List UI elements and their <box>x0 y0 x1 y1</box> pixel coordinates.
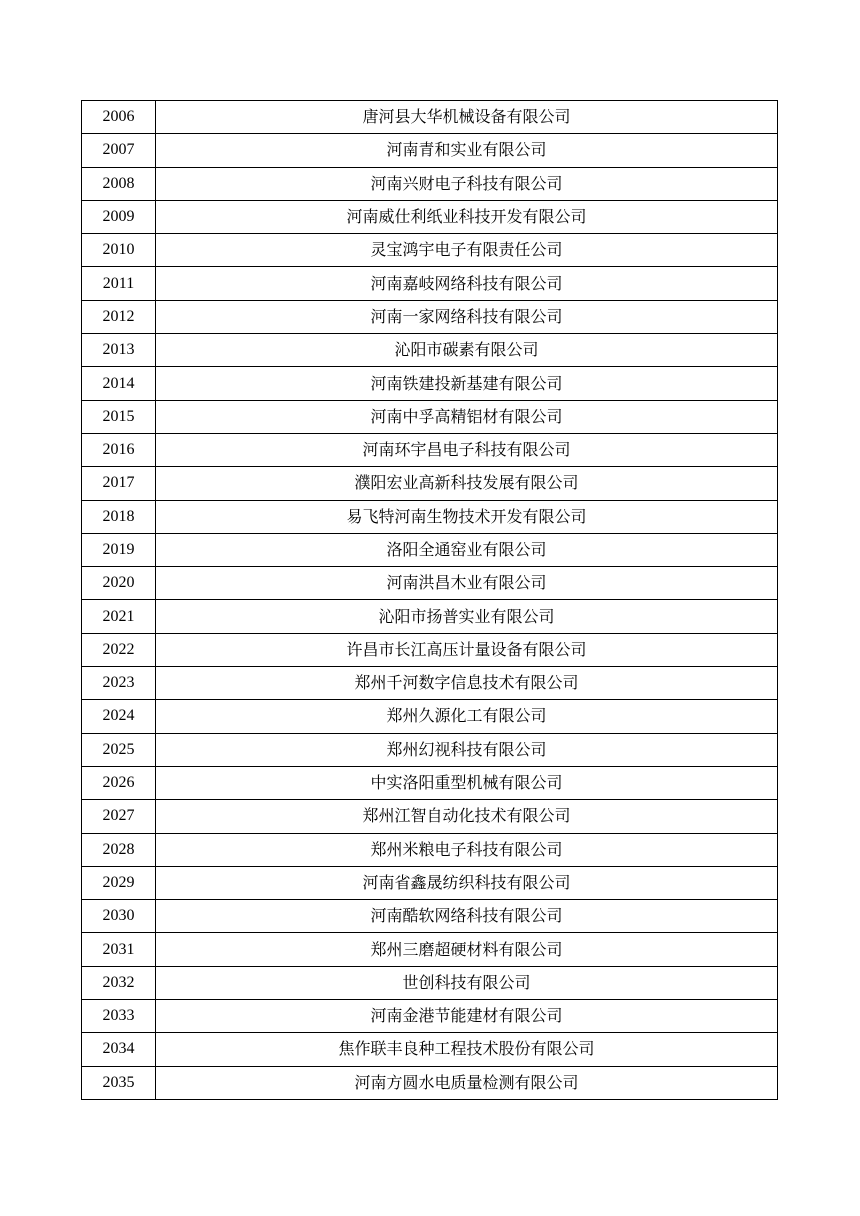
row-number-cell: 2006 <box>82 101 156 134</box>
company-name-cell: 河南酷软网络科技有限公司 <box>156 900 778 933</box>
row-number-cell: 2031 <box>82 933 156 966</box>
company-name-cell: 濮阳宏业高新科技发展有限公司 <box>156 467 778 500</box>
row-number-cell: 2020 <box>82 567 156 600</box>
company-name-cell: 河南洪昌木业有限公司 <box>156 567 778 600</box>
table-row <box>82 733 778 766</box>
row-number-cell: 2029 <box>82 866 156 899</box>
table-row <box>82 234 778 267</box>
company-name-cell: 沁阳市扬普实业有限公司 <box>156 600 778 633</box>
company-name-cell: 灵宝鸿宇电子有限责任公司 <box>156 234 778 267</box>
row-number-cell: 2022 <box>82 633 156 666</box>
company-name-cell: 河南一家网络科技有限公司 <box>156 300 778 333</box>
row-number-cell: 2008 <box>82 167 156 200</box>
company-name-cell: 郑州三磨超硬材料有限公司 <box>156 933 778 966</box>
row-number-cell: 2028 <box>82 833 156 866</box>
company-name-cell: 郑州久源化工有限公司 <box>156 700 778 733</box>
company-name-cell: 河南嘉岐网络科技有限公司 <box>156 267 778 300</box>
table-row <box>82 367 778 400</box>
table-row <box>82 167 778 200</box>
company-name-cell: 郑州江智自动化技术有限公司 <box>156 800 778 833</box>
row-number-cell: 2034 <box>82 1033 156 1066</box>
company-name-cell: 河南环宇昌电子科技有限公司 <box>156 433 778 466</box>
table-row <box>82 101 778 134</box>
company-name-cell: 洛阳全通窑业有限公司 <box>156 533 778 566</box>
row-number-cell: 2021 <box>82 600 156 633</box>
row-number-cell: 2035 <box>82 1066 156 1099</box>
company-name-cell: 河南青和实业有限公司 <box>156 134 778 167</box>
company-name-cell: 许昌市长江高压计量设备有限公司 <box>156 633 778 666</box>
table-row <box>82 866 778 899</box>
row-number-cell: 2017 <box>82 467 156 500</box>
company-name-cell: 河南中孚高精铝材有限公司 <box>156 400 778 433</box>
row-number-cell: 2018 <box>82 500 156 533</box>
table-row <box>82 1066 778 1099</box>
table-row <box>82 700 778 733</box>
row-number-cell: 2024 <box>82 700 156 733</box>
table-row <box>82 766 778 799</box>
table-row <box>82 134 778 167</box>
row-number-cell: 2027 <box>82 800 156 833</box>
row-number-cell: 2026 <box>82 766 156 799</box>
company-list-table <box>81 100 778 1100</box>
row-number-cell: 2023 <box>82 667 156 700</box>
row-number-cell: 2014 <box>82 367 156 400</box>
table-row <box>82 900 778 933</box>
row-number-cell: 2010 <box>82 234 156 267</box>
table-row <box>82 933 778 966</box>
table-row <box>82 600 778 633</box>
table-row <box>82 833 778 866</box>
table-row <box>82 500 778 533</box>
row-number-cell: 2016 <box>82 433 156 466</box>
table-row <box>82 667 778 700</box>
table-row <box>82 800 778 833</box>
row-number-cell: 2007 <box>82 134 156 167</box>
row-number-cell: 2011 <box>82 267 156 300</box>
table-row <box>82 533 778 566</box>
company-name-cell: 焦作联丰良种工程技术股份有限公司 <box>156 1033 778 1066</box>
company-list-body <box>82 101 778 1100</box>
table-row <box>82 433 778 466</box>
company-name-cell: 河南铁建投新基建有限公司 <box>156 367 778 400</box>
company-name-cell: 河南兴财电子科技有限公司 <box>156 167 778 200</box>
table-row <box>82 567 778 600</box>
row-number-cell: 2033 <box>82 1000 156 1033</box>
company-name-cell: 易飞特河南生物技术开发有限公司 <box>156 500 778 533</box>
company-name-cell: 唐河县大华机械设备有限公司 <box>156 101 778 134</box>
row-number-cell: 2030 <box>82 900 156 933</box>
table-row <box>82 633 778 666</box>
row-number-cell: 2015 <box>82 400 156 433</box>
table-row <box>82 300 778 333</box>
table-row <box>82 400 778 433</box>
row-number-cell: 2009 <box>82 200 156 233</box>
row-number-cell: 2012 <box>82 300 156 333</box>
table-row <box>82 267 778 300</box>
company-name-cell: 沁阳市碳素有限公司 <box>156 334 778 367</box>
company-name-cell: 郑州幻视科技有限公司 <box>156 733 778 766</box>
table-row <box>82 467 778 500</box>
company-name-cell: 世创科技有限公司 <box>156 966 778 999</box>
company-name-cell: 河南方圆水电质量检测有限公司 <box>156 1066 778 1099</box>
table-row <box>82 1033 778 1066</box>
company-name-cell: 河南金港节能建材有限公司 <box>156 1000 778 1033</box>
row-number-cell: 2032 <box>82 966 156 999</box>
row-number-cell: 2019 <box>82 533 156 566</box>
row-number-cell: 2013 <box>82 334 156 367</box>
table-row <box>82 200 778 233</box>
company-name-cell: 河南威仕利纸业科技开发有限公司 <box>156 200 778 233</box>
company-name-cell: 河南省鑫晟纺织科技有限公司 <box>156 866 778 899</box>
company-name-cell: 郑州千河数字信息技术有限公司 <box>156 667 778 700</box>
company-name-cell: 中实洛阳重型机械有限公司 <box>156 766 778 799</box>
table-row <box>82 966 778 999</box>
table-row <box>82 334 778 367</box>
company-name-cell: 郑州米粮电子科技有限公司 <box>156 833 778 866</box>
table-row <box>82 1000 778 1033</box>
row-number-cell: 2025 <box>82 733 156 766</box>
